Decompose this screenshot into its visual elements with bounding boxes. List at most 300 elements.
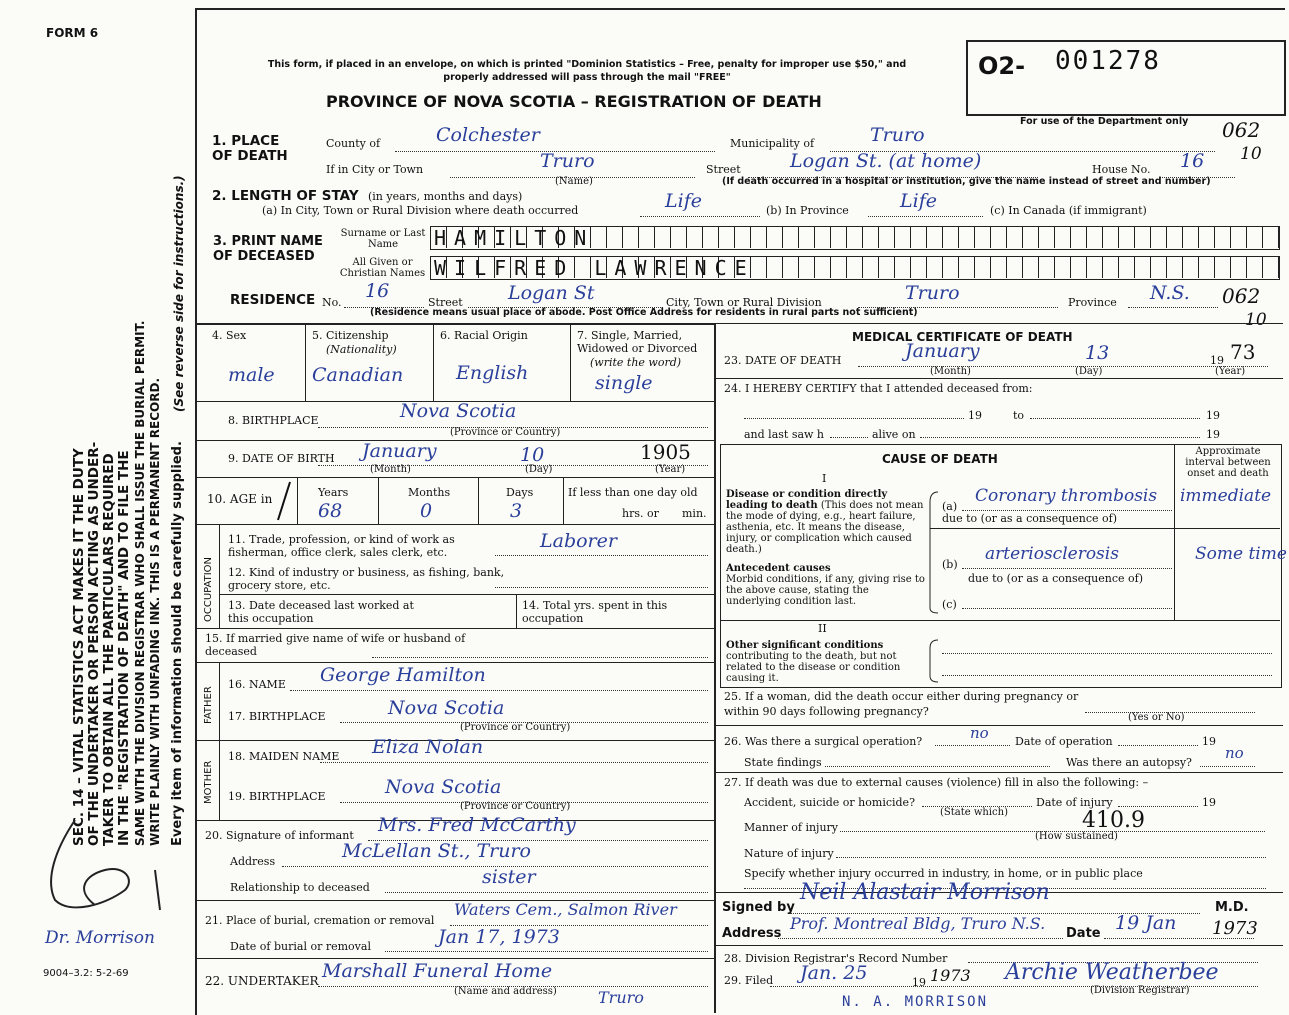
registrar-signature: Archie Weatherbee [1005,960,1219,985]
undertaker-caption: (Name and address) [454,986,557,997]
racial-origin-value: English [456,362,529,384]
antecedent-label: Antecedent causes Morbid conditions, if any, giving rise to the above cause, stating the underlying condition last. [726,563,925,607]
op-date-label: Date of operation [1015,735,1113,748]
part-one: I [822,472,827,485]
min-label: min. [682,507,707,520]
letter-cell [1215,227,1231,248]
injury-date-line [1118,806,1198,807]
attended-year-prefix: 19 [968,409,982,422]
dod-year-prefix: 19 [1210,354,1224,367]
given-value: WILFRED LAWRENCE [434,256,755,280]
last-saw-label: and last saw h [744,428,825,441]
rule-age-4 [563,478,564,524]
letter-cell [1199,257,1215,278]
cause-b-line [962,568,1172,569]
address-line [778,938,1063,939]
form-number: FORM 6 [46,26,99,40]
dob-label: 9. DATE OF BIRTH [228,452,335,465]
due-to-a: due to (or as a consequence of) [942,512,1117,525]
letter-cell [895,257,911,278]
city-label: If in City or Town [326,163,424,176]
cause-c-line [962,608,1172,609]
letter-cell [671,227,687,248]
letter-cell [879,257,895,278]
letter-cell [655,227,671,248]
header-note: This form, if placed in an envelope, on which is printed "Dominion Statistics – Free, penalty for improper use $50," and properly addressed will pass through the mail "FREE" [267,59,907,83]
rule-after-signed [716,945,1283,946]
address-label: Address [722,926,782,941]
stay-sub: (in years, months and days) [368,190,523,203]
informant-rel: sister [482,866,536,888]
sidebar-line-6: WRITE PLAINLY WITH UNFADING INK. THIS IS A PERMANENT RECORD. [148,378,162,846]
rule-5-6 [433,324,434,401]
informant-sig: Mrs. Fred McCarthy [378,814,576,836]
letter-cell [1071,257,1087,278]
form-title: PROVINCE OF NOVA SCOTIA – REGISTRATION OF DEATH [326,92,822,111]
state-which: (State which) [940,807,1008,818]
mother-birth-caption: (Province or Country) [460,801,571,812]
autopsy-label: Was there an autopsy? [1066,756,1192,769]
sex-label: 4. Sex [212,329,247,342]
q25-label: 25. If a woman, did the death occur either during pregnancy or within 90 days following pregnancy? [724,690,1079,718]
father-side-label: FATHER [203,686,214,724]
manner-label: Manner of injury [744,821,839,834]
q25-caption: (Yes or No) [1128,712,1185,723]
residence-province-line [1128,307,1218,308]
residence-province: N.S. [1150,282,1190,304]
signer-address: Prof. Montreal Bldg, Truro N.S. [790,914,1046,933]
alive-on-label: alive on [872,428,916,441]
dod-day-caption: (Day) [1075,366,1103,377]
birthplace-caption: (Province or Country) [450,427,561,438]
q27-label: 27. If death was due to external causes (violence) fill in also the following: – [724,776,1149,789]
dept-code-4: 10 [1245,310,1267,330]
length-of-stay-label: 2. LENGTH OF STAY [212,188,359,204]
letter-cell [1023,257,1039,278]
dob-day-caption: (Day) [525,464,553,475]
surname-label: Surname or Last Name [340,228,426,250]
dod-line [858,366,1268,367]
dod-label: 23. DATE OF DEATH [724,354,842,367]
letter-cell [959,227,975,248]
last-saw-line [830,437,868,438]
age-label: 10. AGE in [207,492,273,506]
rule-13-14 [516,594,517,628]
dob-month: January [362,440,437,462]
letter-cell [1103,227,1119,248]
cause-c-marker: (c) [942,598,957,611]
residence-note: (Residence means usual place of abode. Post Office Address for residents in rural parts not sufficient) [370,307,918,318]
q29-label: 29. Filed [724,974,774,987]
letter-cell [1055,257,1071,278]
letter-cell [751,227,767,248]
filed-date: Jan. 25 [800,962,868,984]
autopsy-value: no [1225,744,1244,762]
dob-year-caption: (Year) [655,464,686,475]
letter-cell [831,227,847,248]
spouse-line [372,657,708,658]
letter-cell [1247,227,1263,248]
dept-code-2: 10 [1240,144,1262,164]
sidebar-line-5: SAME WITH THE DIVISION REGISTRAR WHO SHALL ISSUE THE BURIAL PERMIT. [133,320,147,846]
rule-middle-divider [714,323,716,1013]
dod-month: January [905,340,980,362]
registrar-stamp: N. A. MORRISON [842,994,989,1010]
signed-by-label: Signed by [722,900,795,915]
mother-name-line [320,762,708,763]
house-label: House No. [1092,163,1151,176]
rule-4-5 [305,324,306,401]
city-value: Truro [540,150,595,172]
alive-on-line [920,437,1200,438]
letter-cell [767,257,783,278]
sidebar-line-3: TAKER TO OBTAIN ALL THE PARTICULARS REQUIRED [101,453,117,846]
rule-age-1 [297,478,298,524]
letter-cell [911,227,927,248]
letter-cell [1135,227,1151,248]
mother-birth: Nova Scotia [385,776,502,798]
rule-after-15 [195,662,715,663]
findings-line [825,766,1050,767]
letter-cell [991,257,1007,278]
letter-cell [1167,257,1183,278]
signed-by: Neil Alastair Morrison [800,880,1050,905]
informant-sig-label: 20. Signature of informant [205,829,354,842]
dod-month-caption: (Month) [930,366,971,377]
letter-cell [1039,227,1055,248]
cause-a-marker: (a) [942,500,958,513]
letter-cell [975,257,991,278]
informant-rel-line [385,892,708,893]
letter-cell [623,227,639,248]
dept-code-1: 062 [1222,118,1261,142]
letter-cell [815,257,831,278]
street-label: Street [706,163,741,176]
rule-right-top [716,323,1283,324]
spouse-label: 15. If married give name of wife or husband of deceased [205,632,466,658]
letter-cell [895,227,911,248]
citizenship-sub: (Nationality) [326,343,397,356]
q26-line [935,745,1010,746]
letter-cell [783,257,799,278]
q11-label: 11. Trade, profession, or kind of work as fisherman, office clerk, sales clerk, etc. [228,533,455,559]
county-label: County of [326,137,381,150]
letter-cell [799,227,815,248]
letter-cell [975,227,991,248]
undertaker-label: 22. UNDERTAKER [205,974,319,988]
stay-b-label: (b) In Province [766,204,849,217]
accident-label: Accident, suicide or homicide? [744,796,915,809]
rule-after-26 [716,772,1283,773]
stay-b-line [868,216,983,217]
registrar-caption: (Division Registrar) [1090,985,1190,996]
informant-addr: McLellan St., Truro [342,840,531,862]
letter-cell [1231,227,1247,248]
attended-to-year-prefix: 19 [1206,409,1220,422]
cause-a-line [962,510,1172,511]
q12-line [495,587,708,588]
letter-cell [607,227,623,248]
letter-cell [1007,227,1023,248]
q14-label: 14. Total yrs. spent in this occupation [522,599,668,625]
q11-line [495,555,708,556]
burial-date-label: Date of burial or removal [230,940,371,953]
interval-label: Approximate interval between onset and death [1185,446,1271,479]
father-birth: Nova Scotia [388,697,505,719]
letter-cell [1151,257,1167,278]
letter-cell [1263,257,1279,278]
dept-use-label: For use of the Department only [1020,116,1189,127]
date-label: Date [1066,926,1101,941]
undertaker-city: Truro [598,988,644,1007]
residence-street-label: Street [428,296,463,309]
birthplace-value: Nova Scotia [400,400,517,422]
municipality-label: Municipality of [730,137,815,150]
cause-a: Coronary thrombosis [975,486,1158,506]
surname-value: HAMILTON [434,226,595,250]
op-year-prefix: 19 [1202,735,1216,748]
cause-title: CAUSE OF DEATH [882,452,998,466]
letter-cell [1151,227,1167,248]
letter-cell [943,257,959,278]
other-line-2 [942,675,1272,676]
letter-cell [719,227,735,248]
op-date-line [1118,745,1198,746]
q13-label: 13. Date deceased last worked at this occupation [228,599,414,625]
attended-to-line [1030,418,1200,419]
letter-cell [927,227,943,248]
letter-cell [1071,227,1087,248]
sign-date: 19 Jan [1115,912,1177,934]
residence-no: 16 [365,280,390,302]
mother-name-label: 18. MAIDEN NAME [228,750,340,763]
sidebar-careful: Every item of information should be carefully supplied. [170,441,185,846]
burial-place-label: 21. Place of burial, cremation or removal [205,914,435,927]
findings-label: State findings [744,756,822,769]
letter-cell [1215,257,1231,278]
mother-name: Eliza Nolan [372,736,484,758]
dod-year-caption: (Year) [1215,366,1246,377]
letter-cell [943,227,959,248]
residence-street: Logan St [508,282,595,304]
letter-cell [911,257,927,278]
father-name-label: 16. NAME [228,678,286,691]
months-value: 0 [420,500,433,522]
stay-a-line [640,216,760,217]
informant-addr-label: Address [230,855,276,868]
sidebar-signature: Dr. Morrison [45,928,155,948]
occupation-side-label: OCCUPATION [203,556,214,622]
dod-year: 73 [1230,340,1256,364]
racial-origin-label: 6. Racial Origin [440,329,528,342]
letter-cell [1119,257,1135,278]
letter-cell [1263,227,1279,248]
sidebar-line-4: IN THE "REGISTRATION OF DEATH" AND TO FILE THE [116,450,132,846]
letter-cell [1167,227,1183,248]
letter-cell [1039,257,1055,278]
medical-title: MEDICAL CERTIFICATE OF DEATH [852,330,1073,344]
rule-age-2 [378,478,379,524]
letter-cell [959,257,975,278]
sidebar-line-1: SEC. 14 – VITAL STATISTICS ACT MAKES IT THE DUTY [71,448,87,846]
months-label: Months [408,486,451,499]
how-sustained: (How sustained) [1035,831,1118,842]
rule-part-two [720,620,1280,621]
father-birth-label: 17. BIRTHPLACE [228,710,326,723]
autopsy-line [1200,766,1255,767]
hrs-label: hrs. or [622,507,659,520]
q11-value: Laborer [540,530,617,552]
dod-day: 13 [1085,342,1110,364]
alive-year-prefix: 19 [1206,428,1220,441]
mother-birth-label: 19. BIRTHPLACE [228,790,326,803]
cause-brace [928,490,940,615]
letter-cell [879,227,895,248]
residence-label: RESIDENCE [230,292,316,308]
residence-city: Truro [905,282,960,304]
stay-a-label: (a) In City, Town or Rural Division where death occurred [262,204,579,217]
house-value: 16 [1180,150,1205,172]
days-label: Days [506,486,534,499]
letter-cell [1135,257,1151,278]
years-value: 68 [318,500,343,522]
given-label: All Given or Christian Names [339,257,426,279]
mother-side-label: MOTHER [203,760,214,804]
letter-cell [735,227,751,248]
burial-date-line [385,951,708,952]
stay-c-label: (c) In Canada (if immigrant) [990,204,1147,217]
rule-father-side [219,662,220,740]
letter-cell [1183,227,1199,248]
less-day-label: If less than one day old [568,486,698,499]
informant-rel-label: Relationship to deceased [230,881,370,894]
form-code: 9004–3.2: 5-2-69 [43,968,129,979]
part-two: II [818,622,827,635]
nature-line [836,857,1266,858]
filed-year-prefix: 19 [912,976,926,989]
residence-province-label: Province [1068,296,1117,309]
date-line [1104,938,1254,939]
rule-after-occupation [195,628,715,629]
sex-value: male [228,364,275,386]
letter-cell [847,257,863,278]
certify-label: 24. I HEREBY CERTIFY that I attended deceased from: [724,382,1033,395]
rule-6-7 [570,324,571,401]
filed-year: 1973 [930,966,971,985]
injury-year-prefix: 19 [1202,796,1216,809]
rule-after-23 [716,378,1283,379]
marital-label: 7. Single, Married, Widowed or Divorced [577,329,698,355]
other-conditions-label: Other significant conditions contributing to the death, but not related to the disease or condition causing it. [726,640,901,684]
letter-cell [991,227,1007,248]
q28-label: 28. Division Registrar's Record Number [724,952,948,965]
marital-value: single [595,372,653,394]
undertaker-name: Marshall Funeral Home [322,960,553,982]
age-brace [272,480,297,522]
marital-sub: (write the word) [590,356,682,369]
icd-code: 410.9 [1082,808,1145,833]
letter-cell [799,257,815,278]
rule-after-25 [716,725,1283,726]
q26-value: no [970,724,989,742]
disease-label: Disease or condition directly leading to death (This does not mean the mode of dying, e.g., heart failure, asthenia, etc. It means the disease, injury, or complication which caused death.) [726,489,924,555]
dob-year: 1905 [640,440,691,464]
letter-cell [1055,227,1071,248]
dept-code-3: 062 [1222,284,1261,308]
letter-cell [767,227,783,248]
stay-b-value: Life [900,190,937,212]
letter-cell [863,227,879,248]
attended-to-label: to [1013,409,1025,422]
letter-cell [639,227,655,248]
letter-cell [1087,227,1103,248]
letter-cell [783,227,799,248]
rule-age-3 [478,478,479,524]
rule-left-top [195,323,715,325]
letter-cell [1023,227,1039,248]
rule-mother-side [219,740,220,820]
other-brace [928,638,940,684]
father-name-line [290,690,708,691]
father-birth-caption: (Province or Country) [460,722,571,733]
attended-from-line [744,418,964,419]
registration-number: 001278 [1055,46,1161,76]
nature-label: Nature of injury [744,847,834,860]
citizenship-value: Canadian [312,364,404,386]
q12-label: 12. Kind of industry or business, as fishing, bank, grocery store, etc. [228,566,505,592]
municipality-value: Truro [870,124,925,146]
injury-date-label: Date of injury [1036,796,1113,809]
stay-a-value: Life [665,190,702,212]
street-value: Logan St. (at home) [790,150,982,172]
print-name-label: 3. PRINT NAME OF DECEASED [213,234,323,264]
residence-no-label: No. [322,296,342,309]
rule-after-9 [195,477,715,478]
letter-cell [687,227,703,248]
md-label: M.D. [1215,900,1249,915]
letter-cell [863,257,879,278]
rule-after-12 [219,594,715,595]
letter-cell [1247,257,1263,278]
letter-cell [927,257,943,278]
county-value: Colchester [436,124,540,146]
rule-interval [1174,444,1175,620]
letter-cell [1087,257,1103,278]
dob-day: 10 [520,444,545,466]
sidebar-reverse: (See reverse side for instructions.) [172,175,186,412]
letter-cell [1007,257,1023,278]
cause-b: arteriosclerosis [985,544,1119,564]
rule-occupation-side [219,524,220,628]
letter-cell [815,227,831,248]
letter-cell [1183,257,1199,278]
registration-prefix: O2- [978,52,1026,80]
letter-cell [831,257,847,278]
sign-date-year: 1973 [1212,918,1258,939]
q26-label: 26. Was there a surgical operation? [724,735,923,748]
rule-after-a [930,528,1280,529]
sidebar-line-2: OF THE UNDERTAKER OR PERSON ACTING AS UNDER- [86,441,102,846]
city-name-caption: (Name) [555,176,593,187]
cause-b-marker: (b) [942,558,958,571]
letter-cell [1199,227,1215,248]
letter-cell [1103,257,1119,278]
specify-label: Specify whether injury occurred in industry, in home, or in public place [744,867,1143,880]
letter-cell [1231,257,1247,278]
interval-a: immediate [1180,486,1272,506]
due-to-b: due to (or as a consequence of) [968,572,1143,585]
rule-after-21 [195,958,715,959]
